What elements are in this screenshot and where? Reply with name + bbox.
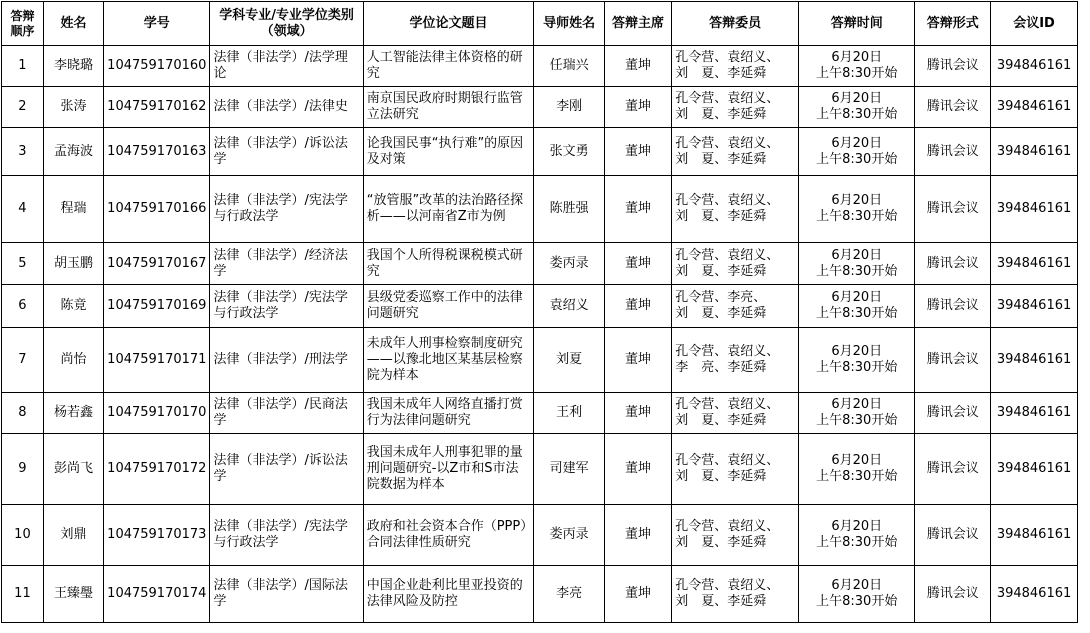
- cell-format: 腾讯会议: [915, 243, 991, 285]
- cell-student-id: 104759170173: [104, 505, 210, 566]
- cell-student-id: 104759170171: [104, 328, 210, 393]
- cell-advisor: 王利: [534, 393, 605, 434]
- cell-format: 腾讯会议: [915, 87, 991, 128]
- cell-chair: 董坤: [604, 434, 671, 505]
- cell-name: 李晓璐: [43, 46, 103, 87]
- cell-thesis-title: 人工智能法律主体资格的研究: [363, 46, 534, 87]
- cell-advisor: 娄丙录: [534, 505, 605, 566]
- table-row: [2, 46, 1078, 87]
- cell-format: 腾讯会议: [915, 393, 991, 434]
- cell-thesis-title: 未成年人刑事检察制度研究——以豫北地区某基层检察院为样本: [363, 328, 534, 393]
- table-row: [2, 328, 1078, 393]
- cell-major: 法律（非法学）/宪法学与行政法学: [210, 176, 363, 243]
- cell-meeting-id: 394846161: [991, 176, 1078, 243]
- cell-members: 孔令营、李亮、 刘 夏、李延舜: [672, 285, 799, 328]
- table-row: [2, 87, 1078, 128]
- cell-seq: 9: [2, 434, 44, 505]
- cell-time: 6月20日 上午8:30开始: [798, 87, 914, 128]
- cell-seq: 7: [2, 328, 44, 393]
- cell-major: 法律（非法学）/宪法学与行政法学: [210, 505, 363, 566]
- cell-thesis-title: 我国未成年人刑事犯罪的量刑问题研究-以Z市和S市法院数据为样本: [363, 434, 534, 505]
- cell-advisor: 司建军: [534, 434, 605, 505]
- header-thesis-title: 学位论文题目: [363, 2, 534, 46]
- cell-chair: 董坤: [604, 505, 671, 566]
- table-row: [2, 505, 1078, 566]
- cell-chair: 董坤: [604, 243, 671, 285]
- cell-major: 法律（非法学）/宪法学与行政法学: [210, 285, 363, 328]
- cell-seq: 2: [2, 87, 44, 128]
- cell-members: 孔令营、袁绍义、 刘 夏、李延舜: [672, 393, 799, 434]
- cell-student-id: 104759170172: [104, 434, 210, 505]
- cell-meeting-id: 394846161: [991, 243, 1078, 285]
- cell-advisor: 张文勇: [534, 128, 605, 176]
- cell-seq: 5: [2, 243, 44, 285]
- cell-name: 杨若鑫: [43, 393, 103, 434]
- header-advisor: 导师姓名: [534, 2, 605, 46]
- cell-time: 6月20日 上午8:30开始: [798, 128, 914, 176]
- cell-name: 张涛: [43, 87, 103, 128]
- cell-format: 腾讯会议: [915, 46, 991, 87]
- cell-time: 6月20日 上午8:30开始: [798, 393, 914, 434]
- cell-time: 6月20日 上午8:30开始: [798, 566, 914, 623]
- cell-student-id: 104759170163: [104, 128, 210, 176]
- cell-time: 6月20日 上午8:30开始: [798, 434, 914, 505]
- header-format: 答辩形式: [915, 2, 991, 46]
- cell-advisor: 刘夏: [534, 328, 605, 393]
- table-row: [2, 243, 1078, 285]
- cell-name: 陈竟: [43, 285, 103, 328]
- cell-advisor: 陈胜强: [534, 176, 605, 243]
- cell-meeting-id: 394846161: [991, 46, 1078, 87]
- cell-chair: 董坤: [604, 87, 671, 128]
- cell-thesis-title: “放管服”改革的法治路径探析——以河南省Z市为例: [363, 176, 534, 243]
- cell-time: 6月20日 上午8:30开始: [798, 46, 914, 87]
- table-row: [2, 176, 1078, 243]
- cell-name: 胡玉鹏: [43, 243, 103, 285]
- cell-major: 法律（非法学）/民商法学: [210, 393, 363, 434]
- defense-schedule-table: [1, 1, 1078, 623]
- cell-thesis-title: 论我国民事“执行难”的原因及对策: [363, 128, 534, 176]
- cell-seq: 1: [2, 46, 44, 87]
- cell-major: 法律（非法学）/刑法学: [210, 328, 363, 393]
- header-time: 答辩时间: [798, 2, 914, 46]
- header-major: 学科专业/专业学位类别（领域）: [210, 2, 363, 46]
- cell-time: 6月20日 上午8:30开始: [798, 328, 914, 393]
- cell-chair: 董坤: [604, 566, 671, 623]
- cell-members: 孔令营、袁绍义、 刘 夏、李延舜: [672, 434, 799, 505]
- cell-thesis-title: 我国未成年人网络直播打赏行为法律问题研究: [363, 393, 534, 434]
- cell-student-id: 104759170162: [104, 87, 210, 128]
- cell-format: 腾讯会议: [915, 434, 991, 505]
- cell-meeting-id: 394846161: [991, 328, 1078, 393]
- cell-name: 孟海波: [43, 128, 103, 176]
- cell-members: 孔令营、袁绍义、 刘 夏、李延舜: [672, 87, 799, 128]
- cell-advisor: 袁绍义: [534, 285, 605, 328]
- cell-seq: 3: [2, 128, 44, 176]
- cell-members: 孔令营、袁绍义、 李 亮、李延舜: [672, 328, 799, 393]
- table-row: [2, 434, 1078, 505]
- cell-chair: 董坤: [604, 176, 671, 243]
- cell-format: 腾讯会议: [915, 505, 991, 566]
- cell-advisor: 任瑞兴: [534, 46, 605, 87]
- cell-format: 腾讯会议: [915, 328, 991, 393]
- header-meeting-id: 会议ID: [991, 2, 1078, 46]
- cell-name: 尚怡: [43, 328, 103, 393]
- cell-name: 程瑞: [43, 176, 103, 243]
- cell-thesis-title: 县级党委巡察工作中的法律问题研究: [363, 285, 534, 328]
- cell-time: 6月20日 上午8:30开始: [798, 243, 914, 285]
- cell-members: 孔令营、袁绍义、 刘 夏、李延舜: [672, 505, 799, 566]
- cell-members: 孔令营、袁绍义、 刘 夏、李延舜: [672, 243, 799, 285]
- cell-thesis-title: 南京国民政府时期银行监管立法研究: [363, 87, 534, 128]
- cell-name: 刘鼎: [43, 505, 103, 566]
- cell-seq: 8: [2, 393, 44, 434]
- cell-meeting-id: 394846161: [991, 128, 1078, 176]
- cell-major: 法律（非法学）/诉讼法学: [210, 434, 363, 505]
- table-row: [2, 128, 1078, 176]
- cell-members: 孔令营、袁绍义、 刘 夏、李延舜: [672, 46, 799, 87]
- cell-thesis-title: 我国个人所得税课税模式研究: [363, 243, 534, 285]
- cell-seq: 4: [2, 176, 44, 243]
- table-row: [2, 393, 1078, 434]
- cell-members: 孔令营、袁绍义、 刘 夏、李延舜: [672, 566, 799, 623]
- cell-format: 腾讯会议: [915, 285, 991, 328]
- header-chair: 答辩主席: [604, 2, 671, 46]
- cell-major: 法律（非法学）/法学理论: [210, 46, 363, 87]
- cell-meeting-id: 394846161: [991, 393, 1078, 434]
- header-name: 姓名: [43, 2, 103, 46]
- cell-meeting-id: 394846161: [991, 285, 1078, 328]
- defense-schedule: [1, 1, 1078, 623]
- cell-meeting-id: 394846161: [991, 434, 1078, 505]
- cell-student-id: 104759170167: [104, 243, 210, 285]
- cell-chair: 董坤: [604, 393, 671, 434]
- cell-student-id: 104759170166: [104, 176, 210, 243]
- cell-advisor: 李刚: [534, 87, 605, 128]
- cell-thesis-title: 政府和社会资本合作（PPP）合同法律性质研究: [363, 505, 534, 566]
- cell-chair: 董坤: [604, 285, 671, 328]
- cell-meeting-id: 394846161: [991, 87, 1078, 128]
- header-row: [2, 2, 1078, 46]
- cell-major: 法律（非法学）/经济法学: [210, 243, 363, 285]
- header-members: 答辩委员: [672, 2, 799, 46]
- cell-meeting-id: 394846161: [991, 505, 1078, 566]
- header-student-id: 学号: [104, 2, 210, 46]
- cell-time: 6月20日 上午8:30开始: [798, 176, 914, 243]
- cell-major: 法律（非法学）/国际法学: [210, 566, 363, 623]
- table-row: [2, 566, 1078, 623]
- cell-name: 彭尚飞: [43, 434, 103, 505]
- header-seq: 答辩顺序: [2, 2, 44, 46]
- cell-format: 腾讯会议: [915, 176, 991, 243]
- cell-thesis-title: 中国企业赴利比里亚投资的法律风险及防控: [363, 566, 534, 623]
- cell-student-id: 104759170169: [104, 285, 210, 328]
- cell-advisor: 娄丙录: [534, 243, 605, 285]
- cell-format: 腾讯会议: [915, 128, 991, 176]
- cell-members: 孔令营、袁绍义、 刘 夏、李延舜: [672, 128, 799, 176]
- cell-advisor: 李亮: [534, 566, 605, 623]
- cell-major: 法律（非法学）/法律史: [210, 87, 363, 128]
- cell-name: 王臻璺: [43, 566, 103, 623]
- cell-seq: 11: [2, 566, 44, 623]
- cell-student-id: 104759170174: [104, 566, 210, 623]
- cell-time: 6月20日 上午8:30开始: [798, 285, 914, 328]
- cell-chair: 董坤: [604, 328, 671, 393]
- cell-format: 腾讯会议: [915, 566, 991, 623]
- cell-seq: 10: [2, 505, 44, 566]
- cell-seq: 6: [2, 285, 44, 328]
- cell-time: 6月20日 上午8:30开始: [798, 505, 914, 566]
- cell-student-id: 104759170160: [104, 46, 210, 87]
- cell-chair: 董坤: [604, 46, 671, 87]
- cell-chair: 董坤: [604, 128, 671, 176]
- cell-major: 法律（非法学）/诉讼法学: [210, 128, 363, 176]
- cell-members: 孔令营、袁绍义、 刘 夏、李延舜: [672, 176, 799, 243]
- cell-student-id: 104759170170: [104, 393, 210, 434]
- cell-meeting-id: 394846161: [991, 566, 1078, 623]
- table-row: [2, 285, 1078, 328]
